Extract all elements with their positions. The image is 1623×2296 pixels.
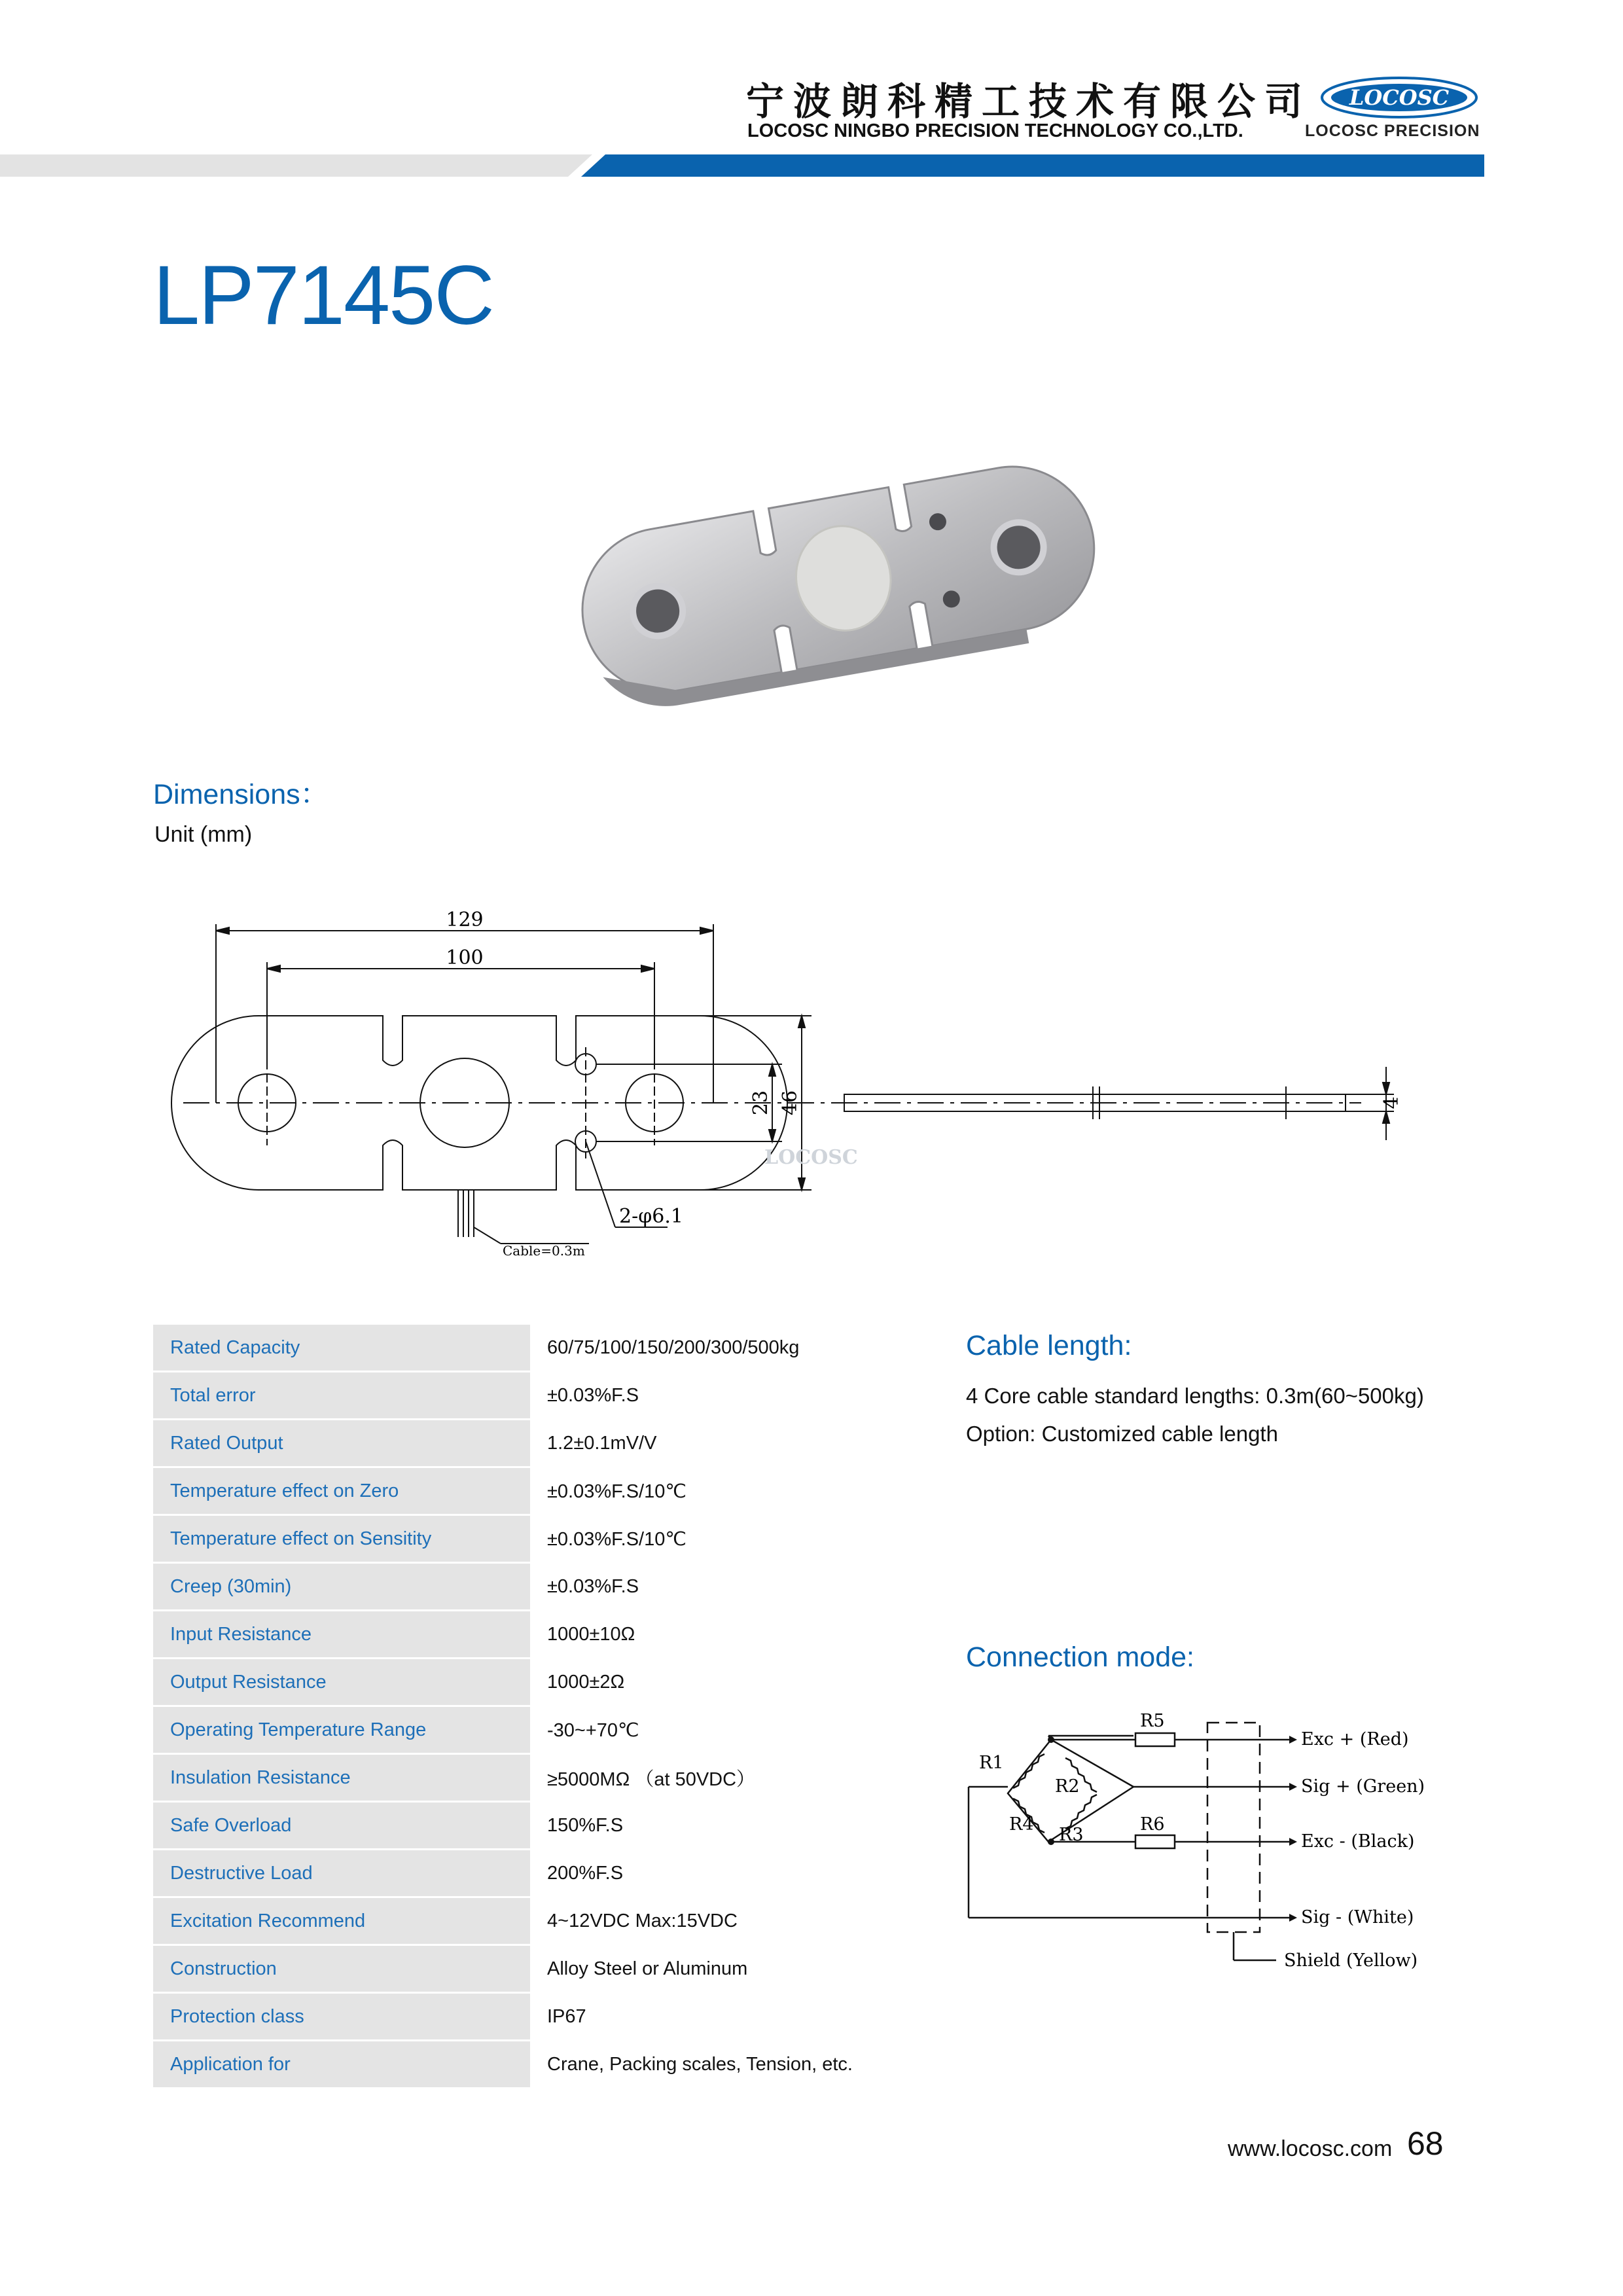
dim-thickness: 4 [1380, 1096, 1403, 1109]
company-name-cn: 宁波朗科精工技术有限公司 [746, 79, 1312, 124]
spec-label: Temperature effect on Zero [153, 1467, 530, 1515]
cable-heading: Cable length: [966, 1330, 1132, 1361]
dim-overall-height: 46 [779, 1090, 802, 1116]
spec-label: Rated Capacity [153, 1325, 530, 1372]
wire-exc-plus: Exc + (Red) [1301, 1729, 1409, 1749]
cable-line-2: Option: Customized cable length [966, 1422, 1278, 1446]
table-row [153, 1850, 940, 1897]
label-r4: R4 [1009, 1814, 1034, 1835]
dim-inner-height: 23 [749, 1090, 772, 1116]
spec-label: Output Resistance [153, 1659, 530, 1706]
label-r1: R1 [979, 1753, 1004, 1773]
table-row [153, 1515, 940, 1563]
company-logo [1319, 75, 1483, 120]
label-r6: R6 [1140, 1814, 1165, 1835]
header-gray-bar [0, 154, 592, 177]
table-row [153, 1563, 940, 1611]
wire-sig-plus: Sig + (Green) [1301, 1776, 1425, 1797]
spec-value: Crane, Packing scales, Tension, etc. [530, 2041, 940, 2089]
logo-text: LOCOSC [1349, 85, 1450, 110]
dimensions-heading: Dimensions： [153, 779, 329, 810]
dim-cable: Cable=0.3m [503, 1243, 585, 1259]
company-name-en: LOCOSC NINGBO PRECISION TECHNOLOGY CO.,LTD. [747, 120, 1243, 141]
table-row [153, 1325, 940, 1372]
spec-label: Total error [153, 1372, 530, 1420]
table-row [153, 1897, 940, 1945]
product-photo [563, 419, 1113, 733]
spec-label: Temperature effect on Sensitity [153, 1515, 530, 1563]
spec-value: ±0.03%F.S/10℃ [530, 1515, 940, 1563]
spec-value: 150%F.S [530, 1802, 940, 1850]
spec-label: Safe Overload [153, 1802, 530, 1850]
resistor-R3 [1065, 1795, 1097, 1829]
spec-label: Excitation Recommend [153, 1897, 530, 1945]
table-row [153, 1420, 940, 1467]
wire-sig-minus: Sig - (White) [1301, 1907, 1414, 1928]
brand-subtitle: LOCOSC PRECISION [1305, 122, 1480, 140]
dimension-drawing [170, 897, 1414, 1263]
drawing-watermark: LOCOSC [764, 1146, 858, 1169]
spec-value: 1.2±0.1mV/V [530, 1420, 940, 1467]
spec-value: ≥5000MΩ （at 50VDC） [530, 1754, 940, 1802]
table-row [153, 1467, 940, 1515]
spec-value: 1000±10Ω [530, 1611, 940, 1659]
label-r3: R3 [1059, 1825, 1084, 1845]
product-model-title: LP7145C [153, 249, 493, 342]
footer-url: www.locosc.com [1228, 2136, 1393, 2161]
header-blue-bar [581, 154, 1484, 177]
spec-label: Application for [153, 2041, 530, 2089]
connection-heading: Connection mode: [966, 1641, 1194, 1673]
table-row [153, 1372, 940, 1420]
spec-value: 1000±2Ω [530, 1659, 940, 1706]
spec-label: Construction [153, 1945, 530, 1993]
table-row [153, 1706, 940, 1754]
spec-value: Alloy Steel or Aluminum [530, 1945, 940, 1993]
dimensions-unit: Unit (mm) [154, 822, 253, 847]
wiring-diagram [962, 1695, 1472, 2036]
spec-value: 200%F.S [530, 1850, 940, 1897]
spec-label: Rated Output [153, 1420, 530, 1467]
table-row [153, 1993, 940, 2041]
table-row [153, 1945, 940, 1993]
table-row [153, 2041, 940, 2089]
spec-value: ±0.03%F.S [530, 1372, 940, 1420]
spec-value: ±0.03%F.S/10℃ [530, 1467, 940, 1515]
table-row [153, 1754, 940, 1802]
spec-value: 4~12VDC Max:15VDC [530, 1897, 940, 1945]
dim-overall-length: 129 [446, 908, 484, 931]
spec-label: Creep (30min) [153, 1563, 530, 1611]
spec-value: IP67 [530, 1993, 940, 2041]
dim-hole-spacing: 100 [446, 946, 484, 969]
table-row [153, 1802, 940, 1850]
resistor-R1 [1013, 1754, 1044, 1788]
spec-value: ±0.03%F.S [530, 1563, 940, 1611]
wire-exc-minus: Exc - (Black) [1301, 1831, 1415, 1852]
spec-value: -30~+70℃ [530, 1706, 940, 1754]
wire-shield: Shield (Yellow) [1284, 1950, 1418, 1971]
label-r2: R2 [1055, 1776, 1080, 1797]
page-number: 68 [1407, 2125, 1444, 2162]
table-row [153, 1659, 940, 1706]
cable-line-1: 4 Core cable standard lengths: 0.3m(60~500kg) [966, 1384, 1424, 1408]
dim-holes: 2-φ6.1 [619, 1205, 683, 1228]
spec-label: Input Resistance [153, 1611, 530, 1659]
spec-label: Destructive Load [153, 1850, 530, 1897]
table-row [153, 1611, 940, 1659]
spec-label: Operating Temperature Range [153, 1706, 530, 1754]
spec-label: Insulation Resistance [153, 1754, 530, 1802]
label-r5: R5 [1140, 1711, 1165, 1731]
spec-value: 60/75/100/150/200/300/500kg [530, 1325, 940, 1372]
spec-label: Protection class [153, 1993, 530, 2041]
spec-table [153, 1325, 940, 2089]
